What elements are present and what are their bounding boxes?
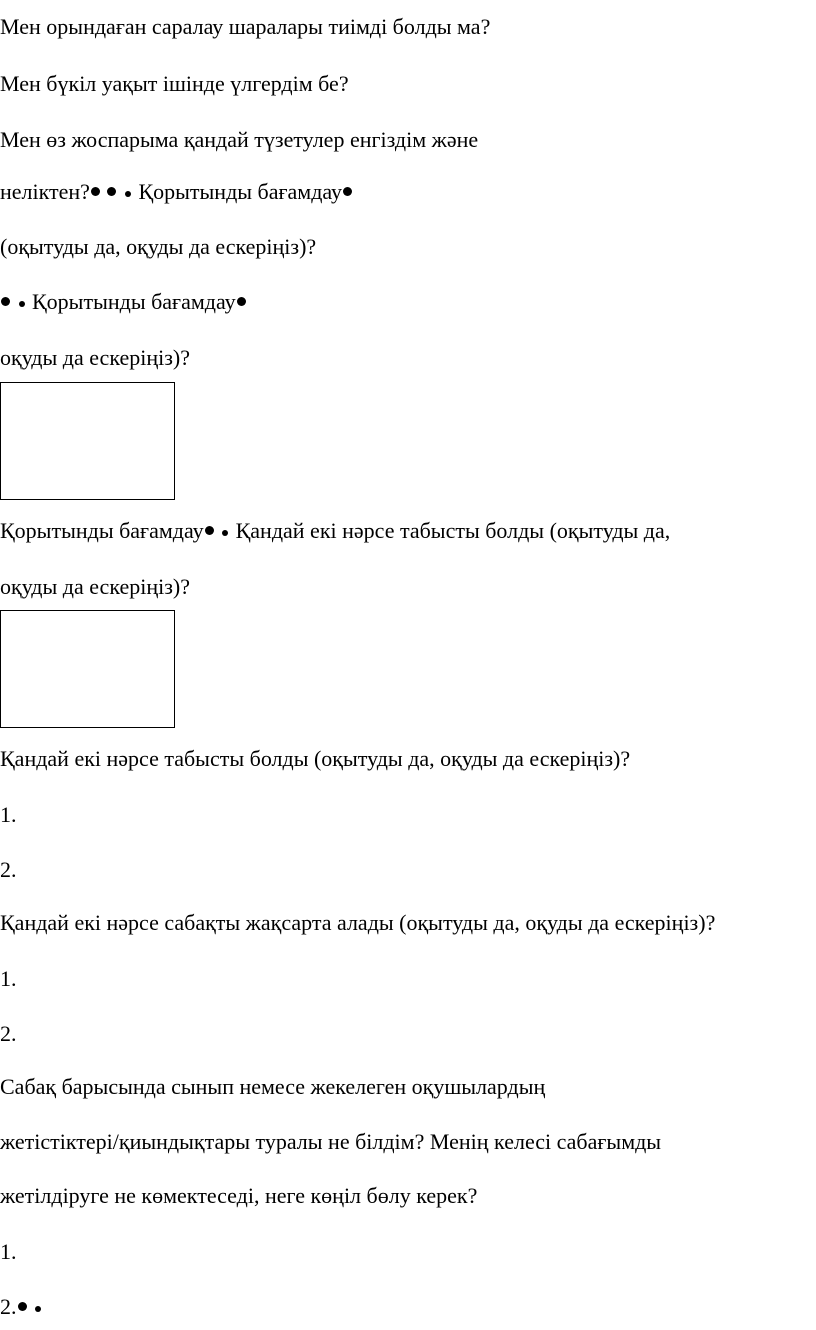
line-text: неліктен?	[0, 179, 90, 204]
line-text: 1.	[0, 802, 17, 827]
bullet-icon	[125, 191, 131, 197]
text-line	[0, 127, 478, 153]
bullet-icon	[18, 1302, 27, 1311]
text-line	[0, 1074, 545, 1100]
list-number	[0, 802, 17, 828]
line-text: (оқытуды да, оқуды да ескеріңіз)?	[0, 234, 317, 259]
bullet-icon	[205, 526, 214, 535]
line-text: Қандай екі нәрсе табысты болды (оқытуды да,	[235, 518, 671, 543]
line-text: жетілдіруге не көмектеседі, неге көңіл бөлу керек?	[0, 1183, 478, 1208]
empty-frame	[0, 610, 175, 728]
text-line	[0, 71, 349, 97]
line-text: 2.	[0, 857, 17, 882]
bullet-icon	[222, 530, 228, 536]
line-text: 2.	[0, 1294, 17, 1319]
line-text: Қорытынды бағамдау	[32, 289, 236, 314]
text-line	[0, 345, 190, 371]
list-number	[0, 966, 17, 992]
line-text: Қорытынды бағамдау	[138, 179, 343, 204]
line-text: 1.	[0, 1239, 17, 1264]
text-line	[0, 234, 316, 260]
text-line	[0, 574, 190, 600]
bullet-icon	[19, 301, 25, 307]
line-text: 2.	[0, 1021, 17, 1046]
line-text: оқуды да ескеріңіз)?	[0, 345, 190, 370]
bullet-icon	[35, 1306, 41, 1312]
list-number	[0, 1021, 17, 1047]
line-text: Мен орындаған саралау шаралары тиімді болды ма?	[0, 14, 491, 39]
list-number	[0, 1239, 17, 1265]
text-line	[0, 910, 715, 936]
text-line	[0, 179, 353, 205]
line-text: Қорытынды бағамдау	[0, 518, 204, 543]
empty-frame	[0, 382, 175, 500]
list-number	[0, 857, 17, 883]
line-text: Қандай екі нәрсе табысты болды (оқытуды да, оқуды да ескеріңіз)?	[0, 746, 631, 771]
line-text: 1.	[0, 966, 17, 991]
list-number	[0, 1294, 43, 1320]
text-line	[0, 518, 670, 544]
line-text: жетістіктері/қиындықтары туралы не білдім? Менің келесі сабағымды	[0, 1129, 662, 1154]
text-line	[0, 289, 247, 315]
text-line	[0, 1183, 477, 1209]
line-text: Қандай екі нәрсе сабақты жақсарта алады (оқытуды да, оқуды да ескеріңіз)?	[0, 910, 716, 935]
text-line	[0, 1129, 661, 1155]
line-text: Мен бүкіл уақыт ішінде үлгердім бе?	[0, 71, 349, 96]
line-text: Мен өз жоспарыма қандай түзетулер енгіздім және	[0, 127, 479, 152]
bullet-icon	[343, 187, 352, 196]
text-line	[0, 14, 490, 40]
bullet-icon	[1, 297, 10, 306]
line-text: оқуды да ескеріңіз)?	[0, 574, 190, 599]
text-line	[0, 746, 630, 772]
bullet-icon	[107, 187, 116, 196]
bullet-icon	[91, 187, 100, 196]
bullet-icon	[237, 297, 246, 306]
line-text: Сабақ барысында сынып немесе жекелеген оқушылардың	[0, 1074, 546, 1099]
